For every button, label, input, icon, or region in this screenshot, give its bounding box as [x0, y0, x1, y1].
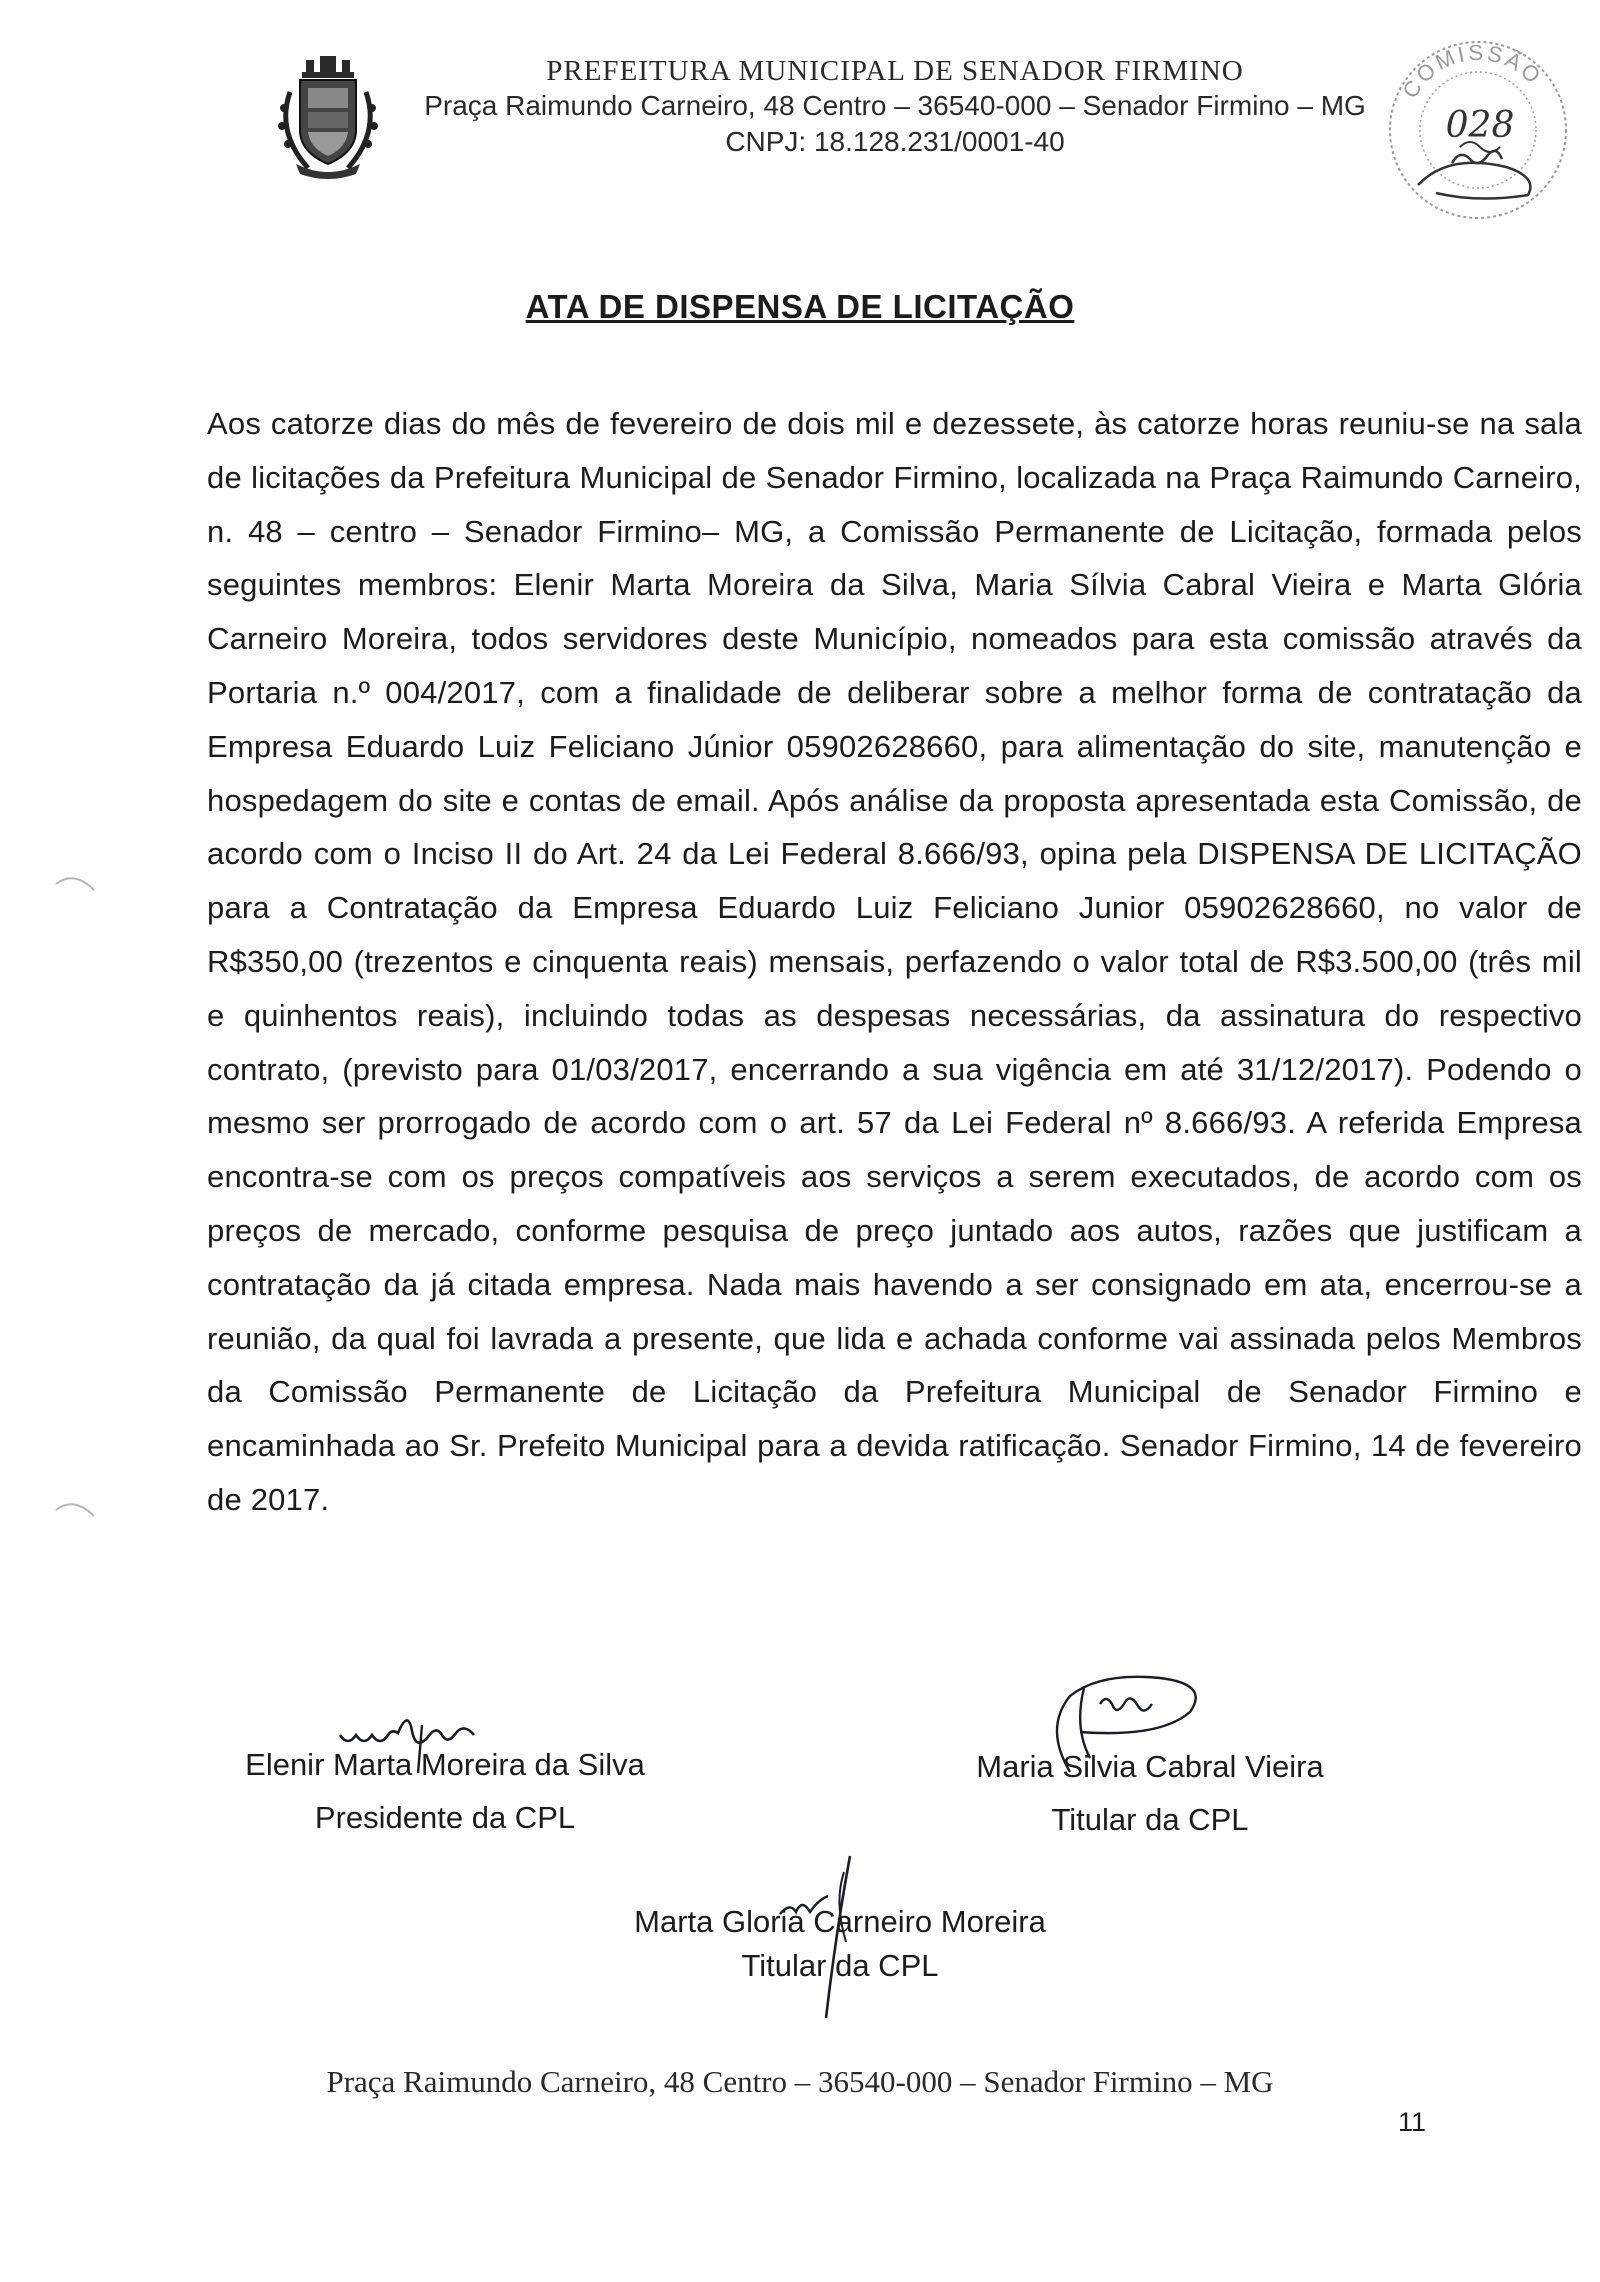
signatory-role: Presidente da CPL [314, 1800, 576, 1835]
footer-address: Praça Raimundo Carneiro, 48 Centro – 36540-000 – Senador Firmino – MG [326, 2064, 1274, 2099]
document-title: ATA DE DISPENSA DE LICITAÇÃO [525, 288, 1075, 325]
page-number: 11 [1398, 2107, 1427, 2137]
signature-block-maria [900, 1740, 1400, 1846]
margin-mark-icon [52, 1494, 98, 1520]
stamp-ring-text: COMISSÃO [1397, 39, 1548, 103]
letterhead-text [395, 55, 1395, 160]
organization-name: PREFEITURA MUNICIPAL DE SENADOR FIRMINO [546, 55, 1244, 87]
letterhead [0, 0, 1600, 200]
municipal-coat-of-arms-icon [268, 52, 388, 182]
document-body: Aos catorze dias do mês de fevereiro de dois mil e dezessete, às catorze horas reuniu-se na sala de licitações da Prefeitura Municipal de Senador Firmino, localizada na Praça Raimundo Carneiro, n. 48 – centro – Senador Firmino– MG, a Comissão Permanente de Licitação, formada pelos seguintes membros: Elenir Marta Moreira da Silva, Maria Sílvia Cabral Vieira e Marta Glória Carneiro Moreira, todos servidores deste Município, nomeados para esta comissão através da Portaria n.º 004/2017, com a finalidade de deliberar sobre a melhor forma de contratação da Empresa Eduardo Luiz Feliciano Júnior 05902628660, para alimentação do site, manutenção e hospedagem do site e contas de email. Após análise da proposta apresentada esta Comissão, de acordo com o Inciso II do Art. 24 da Lei Federal 8.666/93, opina pela DISPENSA DE LICITAÇÃO para a Contratação da Empresa Eduardo Luiz Feliciano Junior 05902628660, no valor de R$350,00 (trezentos e cinquenta reais) mensais, perfazendo o valor total de R$3.500,00 (três mil e quinhentos reais), incluindo todas as despesas necessárias, da assinatura do respectivo contrato, (previsto para 01/03/2017, encerrando a sua vigência em até 31/12/2017). Podendo o mesmo ser prorrogado de acordo com o art. 57 da Lei Federal nº 8.666/93. A referida Empresa encontra-se com os preços compatíveis aos serviços a serem executados, de acordo com os preços de mercado, conforme pesquisa de preço juntado aos autos, razões que justificam a contratação da já citada empresa. Nada mais havendo a ser consignado em ata, encerrou-se a reunião, da qual foi lavrada a presente, que lida e achada conforme vai assinada pelos Membros da Comissão Permanente de Licitação da Prefeitura Municipal de Senador Firmino e encaminhada ao Sr. Prefeito Municipal para a devida ratificação. Senador Firmino, 14 de fevereiro de 2017. [207, 406, 1582, 1517]
organization-address: Praça Raimundo Carneiro, 48 Centro – 36540-000 – Senador Firmino – MG [424, 90, 1366, 121]
signature-block-marta [590, 1900, 1090, 1988]
signatory-role: Titular da CPL [1051, 1802, 1249, 1837]
commission-stamp-icon [1378, 35, 1578, 225]
signatory-name: Marta Gloria Carneiro Moreira [634, 1904, 1046, 1939]
signatory-name: Elenir Marta Moreira da Silva [245, 1747, 645, 1782]
signatory-role: Titular da CPL [741, 1948, 939, 1983]
signature-block-elenir [220, 1738, 670, 1844]
signatory-name: Maria Silvia Cabral Vieira [976, 1749, 1324, 1784]
organization-cnpj: CNPJ: 18.128.231/0001-40 [725, 126, 1065, 157]
stamp-number: 028 [1445, 105, 1515, 146]
svg-text:COMISSÃO [1397, 40, 1547, 103]
margin-mark-icon [52, 868, 98, 894]
